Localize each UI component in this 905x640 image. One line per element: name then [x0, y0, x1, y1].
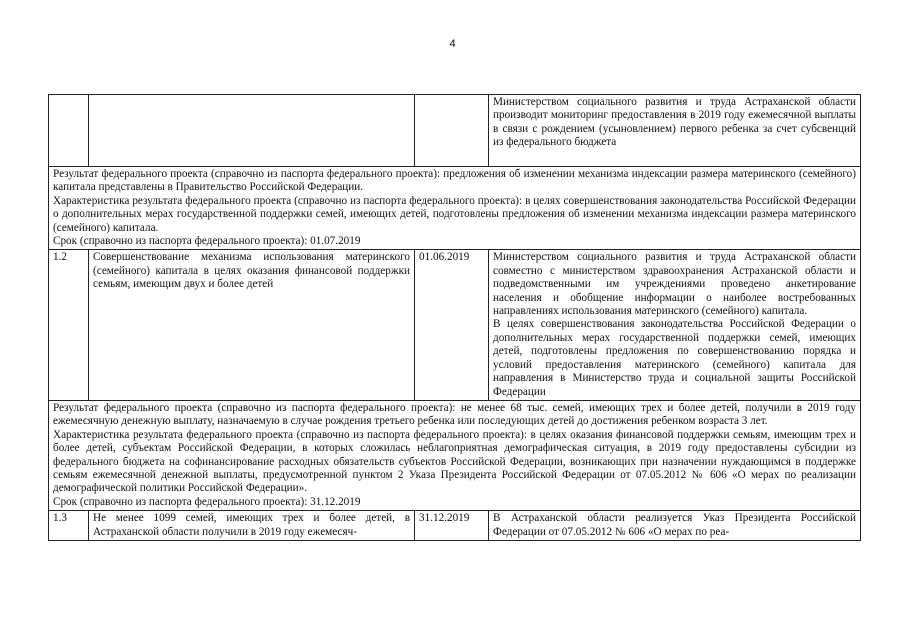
row-number-cell: 1.2 [49, 250, 89, 400]
table-row-result-block [49, 167, 861, 250]
table-row-result-block [49, 400, 861, 510]
row-number-cell [49, 95, 89, 167]
characteristic-text: Характеристика результата федерального проекта (справочно из паспорта федерального проекта): в целях совершенствования законодательства Российской Федерации о дополнительных мерах государственной поддержки семей, имеющих детей, подготовлены предложения об изменении механизма индексации размера материнского (семейного) капитала. [53, 194, 856, 234]
row-date-cell: 31.12.2019 [415, 511, 489, 541]
row-date-cell [415, 95, 489, 167]
row-name-cell: Совершенствование механизма использования материнского (семейного) капитала в целях оказания финансовой поддержки семьям, имеющим двух и более детей [89, 250, 415, 400]
row-name-cell: Не менее 1099 семей, имеющих трех и более детей, в Астраханской области получили в 2019 году ежемесяч- [89, 511, 415, 541]
result-text: Результат федерального проекта (справочно из паспорта федерального проекта): предложения об изменении механизма индексации размера материнского (семейного) капитала представлены в Правительство Российской Федерации. [53, 168, 856, 194]
deadline-text: Срок (справочно из паспорта федерального проекта): 01.07.2019 [53, 235, 361, 248]
result-text: Результат федерального проекта (справочно из паспорта федерального проекта): не менее 68 тыс. семей, имеющих трех и более детей, получили в 2019 году ежемесячную денежную выплату, назначаемую в случае рождения третьего ребенка или последующих детей до достижения ребенком возраста 3 лет. [53, 401, 856, 428]
row-date-cell: 01.06.2019 [415, 250, 489, 400]
page-number: 4 [449, 38, 456, 50]
description-paragraph: Министерством социального развития и труда Астраханской области совместно с министерством здравоохранения Астраханской области и подведомственными им учреждениями проведено анкетирование населения и обобщение информации о наиболее востребованных направлениях использования материнского (семейного) капитала. [493, 251, 856, 318]
report-table [48, 94, 861, 541]
table-row-continuation [49, 95, 861, 167]
table-row-1-3 [49, 511, 861, 541]
characteristic-text: Характеристика результата федерального проекта (справочно из паспорта федерального проекта): в целях оказания финансовой поддержки семьям, имеющим трех и более детей, субъектам Российской Федерации, в которых сложилась неблагоприятная демографическая ситуация, в 2019 году предоставлены субсидии из федерального бюджета на софинансирование расходных обязательств субъектов Российской Федерации, возникающих при назначении нуждающимся в поддержке семьям ежемесячной денежной выплаты, предусмотренной пунктом 2 Указа Президента Российской Федерации от 07.05.2012 № 606 «О мерах по реализации демографической политики Российской Федерации». [53, 428, 856, 495]
row-description-cell: Министерством социального развития и труда Астраханской области производит мониторинг предоставления в 2019 году ежемесячной выплаты в связи с рождением (усыновлением) первого ребенка за счет субсвенций из федерального бюджета [489, 95, 861, 167]
description-paragraph: В целях совершенствования законодательства Российской Федерации о дополнительных мерах государственной поддержки семей, имеющих детей, подготовлены предложения по совершенствованию порядка и условий предоставления материнского (семейного) капитала для направления в Министерство труда и социальной защиты Российской Федерации [493, 318, 856, 398]
row-name-cell [89, 95, 415, 167]
deadline-text: Срок (справочно из паспорта федерального проекта): 31.12.2019 [53, 495, 361, 508]
result-block-cell [49, 400, 861, 510]
table-row-1-2 [49, 250, 861, 400]
row-description-cell [489, 250, 861, 400]
result-block-cell [49, 167, 861, 250]
row-description-cell: В Астраханской области реализуется Указ Президента Российской Федерации от 07.05.2012 № 606 «О мерах по реа- [489, 511, 861, 541]
row-number-cell: 1.3 [49, 511, 89, 541]
